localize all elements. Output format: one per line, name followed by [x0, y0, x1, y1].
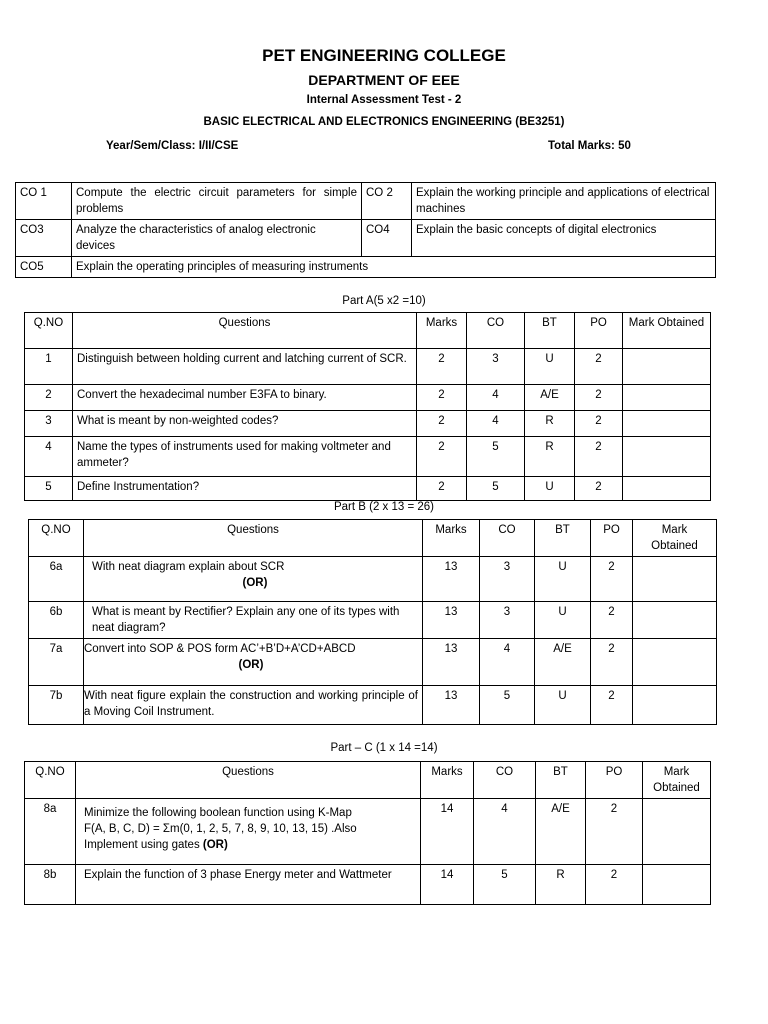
part-b-title: Part B (2 x 13 = 26) [333, 501, 435, 513]
mark-obtained-cell [623, 437, 711, 477]
table-row [25, 865, 711, 905]
qno-cell: 3 [25, 411, 73, 437]
col-po: PO [575, 313, 623, 349]
marks-cell: 13 [423, 557, 480, 602]
co2-code: CO 2 [362, 183, 412, 220]
qno-cell: 8a [25, 799, 76, 865]
co-cell: 3 [467, 349, 525, 385]
table-row [25, 349, 711, 385]
marks-cell: 2 [417, 349, 467, 385]
course-outcomes-table [15, 182, 716, 278]
co4-text: Explain the basic concepts of digital electronics [412, 220, 716, 257]
co-cell: 3 [480, 557, 535, 602]
table-row [25, 437, 711, 477]
qno-cell: 1 [25, 349, 73, 385]
col-mark-obtained: Mark Obtained [633, 520, 717, 557]
co2-text: Explain the working principle and applications of electrical machines [412, 183, 716, 220]
qno-cell: 4 [25, 437, 73, 477]
question-cell: Convert the hexadecimal number E3FA to binary. [73, 385, 417, 411]
marks-cell: 13 [423, 639, 480, 686]
table-row [29, 557, 717, 602]
mark-obtained-cell [643, 799, 711, 865]
col-po: PO [586, 762, 643, 799]
part-c-title: Part – C (1 x 14 =14) [330, 742, 438, 754]
bt-cell: A/E [525, 385, 575, 411]
po-cell: 2 [575, 437, 623, 477]
marks-cell: 2 [417, 385, 467, 411]
question-line: Minimize the following boolean function using K-Map [84, 807, 352, 819]
col-mark-obtained: Mark Obtained [623, 313, 711, 349]
co-cell: 5 [480, 686, 535, 725]
bt-cell: U [535, 557, 591, 602]
po-cell: 2 [591, 686, 633, 725]
marks-cell: 2 [417, 437, 467, 477]
table-row [25, 385, 711, 411]
question-text: Convert into SOP & POS form AC’+B’D+A’CD+ABCD [84, 643, 356, 655]
col-questions: Questions [84, 520, 423, 557]
subject-title: BASIC ELECTRICAL AND ELECTRONICS ENGINEERING (BE3251) [203, 116, 565, 128]
bt-cell: R [525, 437, 575, 477]
table-row [29, 639, 717, 686]
part-c-table [24, 761, 711, 905]
mark-obtained-cell [633, 639, 717, 686]
part-b-table [28, 519, 717, 725]
marks-cell: 2 [417, 411, 467, 437]
co-cell: 5 [474, 865, 536, 905]
po-cell: 2 [575, 411, 623, 437]
po-cell: 2 [575, 385, 623, 411]
mark-obtained-cell [643, 865, 711, 905]
po-cell: 2 [591, 639, 633, 686]
qno-cell: 6a [29, 557, 84, 602]
part-a-title: Part A(5 x2 =10) [342, 295, 426, 307]
or-separator: (OR) [202, 839, 228, 851]
col-marks: Marks [417, 313, 467, 349]
bt-cell: U [525, 477, 575, 501]
qno-cell: 7b [29, 686, 84, 725]
po-cell: 2 [591, 602, 633, 639]
col-co: CO [474, 762, 536, 799]
table-row [25, 799, 711, 865]
question-line [84, 837, 416, 853]
bt-cell: U [525, 349, 575, 385]
question-cell [84, 639, 423, 686]
mark-obtained-cell [623, 385, 711, 411]
co3-code: CO3 [16, 220, 72, 257]
col-po: PO [591, 520, 633, 557]
mark-obtained-cell [633, 602, 717, 639]
co5-text: Explain the operating principles of measuring instruments [72, 257, 716, 278]
department-name: DEPARTMENT OF EEE [308, 72, 460, 88]
question-cell [76, 799, 421, 865]
co3-text: Analyze the characteristics of analog electronic devices [72, 220, 362, 257]
table-row [29, 602, 717, 639]
total-marks: Total Marks: 50 [548, 140, 631, 152]
po-cell: 2 [586, 865, 643, 905]
qno-cell: 7a [29, 639, 84, 686]
mark-obtained-cell [623, 411, 711, 437]
co5-code: CO5 [16, 257, 72, 278]
po-cell: 2 [591, 557, 633, 602]
col-mark-obtained: Mark Obtained [643, 762, 711, 799]
question-cell: What is meant by Rectifier? Explain any one of its types with neat diagram? [84, 602, 423, 639]
marks-cell: 14 [421, 865, 474, 905]
bt-cell: U [535, 686, 591, 725]
col-qno: Q.NO [25, 313, 73, 349]
bt-cell: A/E [536, 799, 586, 865]
bt-cell: R [525, 411, 575, 437]
year-sem-class: Year/Sem/Class: I/II/CSE [106, 140, 239, 152]
po-cell: 2 [575, 477, 623, 501]
mark-obtained-cell [633, 557, 717, 602]
marks-cell: 13 [423, 602, 480, 639]
table-row [25, 411, 711, 437]
or-separator: (OR) [242, 577, 268, 589]
po-cell: 2 [586, 799, 643, 865]
question-cell: Distinguish between holding current and latching current of SCR. [73, 349, 417, 385]
table-row [29, 686, 717, 725]
bt-cell: U [535, 602, 591, 639]
co1-text: Compute the electric circuit parameters for simple problems [72, 183, 362, 220]
qno-cell: 2 [25, 385, 73, 411]
test-title: Internal Assessment Test - 2 [306, 94, 462, 106]
question-cell: With neat figure explain the construction and working principle of a Moving Coil Instrument. [84, 686, 423, 725]
college-name: PET ENGINEERING COLLEGE [262, 46, 506, 65]
col-co: CO [480, 520, 535, 557]
question-cell: Name the types of instruments used for making voltmeter and ammeter? [73, 437, 417, 477]
col-bt: BT [535, 520, 591, 557]
mark-obtained-cell [633, 686, 717, 725]
mark-obtained-cell [623, 477, 711, 501]
qno-cell: 5 [25, 477, 73, 501]
col-qno: Q.NO [29, 520, 84, 557]
table-row [25, 477, 711, 501]
co-cell: 4 [480, 639, 535, 686]
col-marks: Marks [423, 520, 480, 557]
marks-cell: 2 [417, 477, 467, 501]
marks-cell: 14 [421, 799, 474, 865]
question-line: F(A, B, C, D) = Σm(0, 1, 2, 5, 7, 8, 9, 10, 13, 15) .Also [84, 823, 357, 835]
co-cell: 3 [480, 602, 535, 639]
co-cell: 4 [474, 799, 536, 865]
part-a-table [24, 312, 711, 501]
co-cell: 5 [467, 437, 525, 477]
co-cell: 4 [467, 385, 525, 411]
co4-code: CO4 [362, 220, 412, 257]
col-bt: BT [525, 313, 575, 349]
co-cell: 4 [467, 411, 525, 437]
question-cell: Explain the function of 3 phase Energy meter and Wattmeter [76, 865, 421, 905]
question-text: With neat diagram explain about SCR [92, 561, 285, 573]
marks-cell: 13 [423, 686, 480, 725]
col-questions: Questions [76, 762, 421, 799]
po-cell: 2 [575, 349, 623, 385]
co1-code: CO 1 [16, 183, 72, 220]
bt-cell: A/E [535, 639, 591, 686]
question-text: Implement using gates [84, 839, 200, 851]
qno-cell: 8b [25, 865, 76, 905]
col-qno: Q.NO [25, 762, 76, 799]
mark-obtained-cell [623, 349, 711, 385]
col-co: CO [467, 313, 525, 349]
question-cell: Define Instrumentation? [73, 477, 417, 501]
bt-cell: R [536, 865, 586, 905]
col-bt: BT [536, 762, 586, 799]
col-questions: Questions [73, 313, 417, 349]
or-separator: (OR) [238, 659, 264, 671]
co-cell: 5 [467, 477, 525, 501]
question-cell [84, 557, 423, 602]
col-marks: Marks [421, 762, 474, 799]
qno-cell: 6b [29, 602, 84, 639]
question-cell: What is meant by non-weighted codes? [73, 411, 417, 437]
